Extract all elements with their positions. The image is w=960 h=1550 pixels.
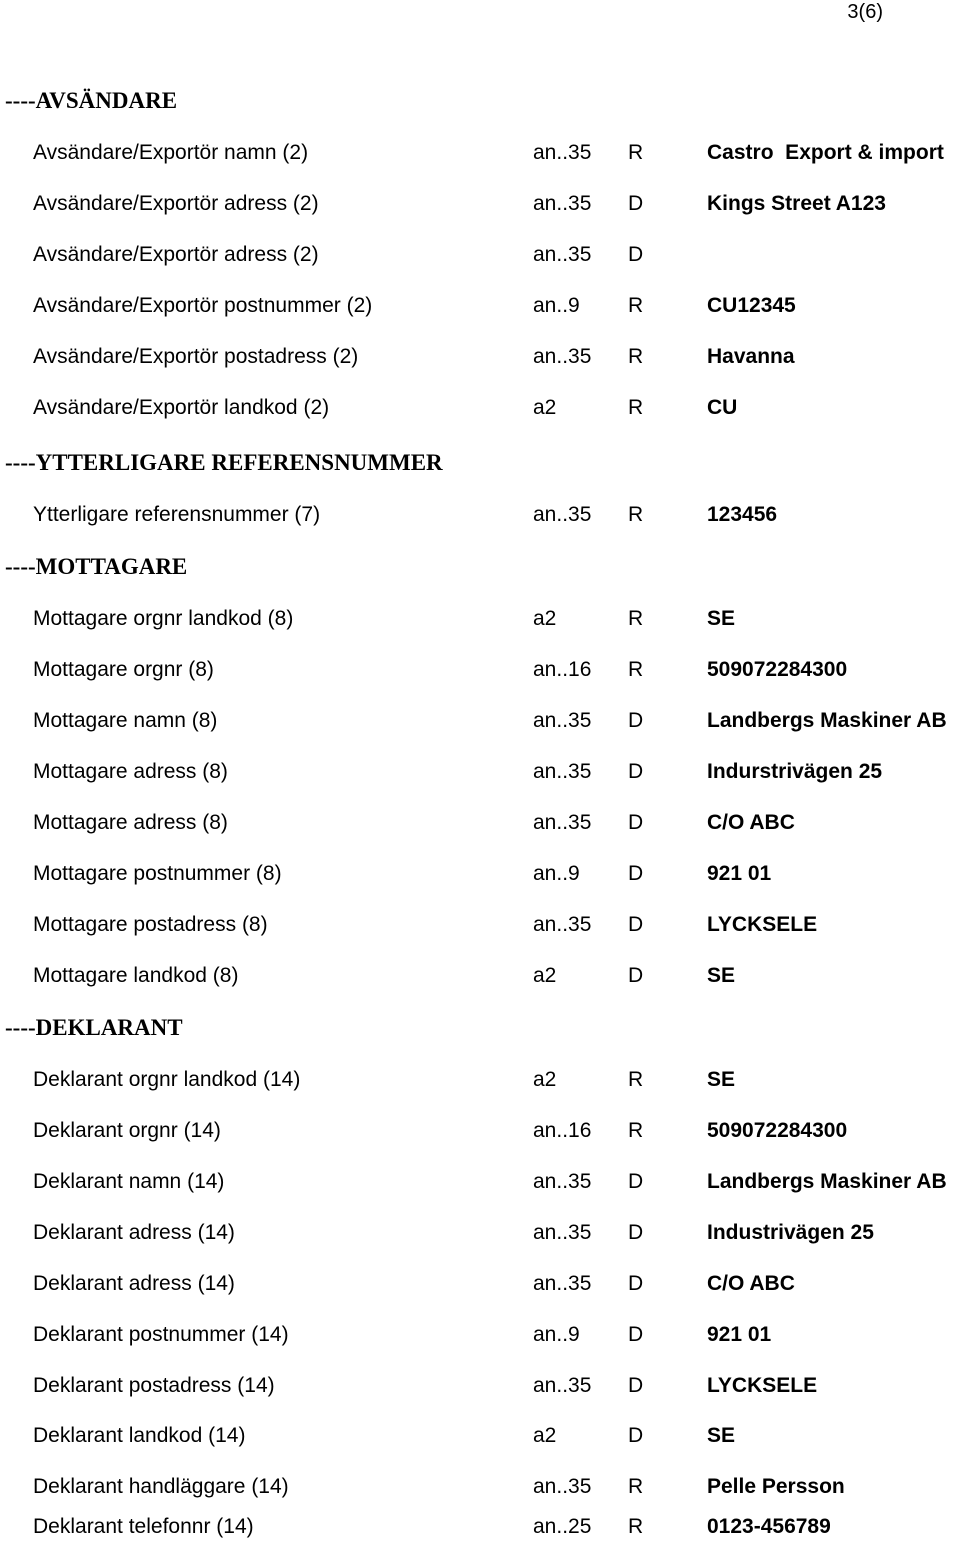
field-value: 921 01: [707, 1323, 772, 1346]
field-format: an..35: [533, 345, 592, 368]
section-title-avsandare: ----AVSÄNDARE: [5, 88, 178, 113]
field-row: [0, 709, 960, 739]
field-format: an..35: [533, 1475, 592, 1498]
field-status: R: [628, 396, 644, 419]
field-status: D: [628, 243, 644, 266]
field-value: CU12345: [707, 294, 796, 317]
field-format: an..35: [533, 1221, 592, 1244]
field-status: D: [628, 1272, 644, 1295]
field-row: [0, 658, 960, 688]
field-value: Landbergs Maskiner AB: [707, 709, 947, 732]
field-row: [0, 1272, 960, 1302]
section-title-mottagare: ----MOTTAGARE: [5, 554, 188, 579]
field-status: R: [628, 607, 644, 630]
field-value: 921 01: [707, 862, 772, 885]
field-label: Avsändare/Exportör adress (2): [33, 192, 319, 215]
field-format: an..25: [533, 1515, 592, 1538]
field-row: [0, 1170, 960, 1200]
field-row: [0, 1374, 960, 1404]
field-label: Deklarant adress (14): [33, 1221, 235, 1244]
field-row: [0, 862, 960, 892]
field-status: D: [628, 862, 644, 885]
field-value: 509072284300: [707, 658, 848, 681]
field-status: D: [628, 1374, 644, 1397]
field-value: C/O ABC: [707, 811, 795, 834]
field-format: an..35: [533, 1374, 592, 1397]
field-label: Deklarant postadress (14): [33, 1374, 275, 1397]
field-row: [0, 760, 960, 790]
field-row: [0, 396, 960, 426]
field-format: an..9: [533, 294, 580, 317]
field-row: [0, 1068, 960, 1098]
field-label: Deklarant landkod (14): [33, 1424, 246, 1447]
field-label: Deklarant orgnr landkod (14): [33, 1068, 301, 1091]
field-status: D: [628, 913, 644, 936]
field-status: D: [628, 1424, 644, 1447]
field-label: Deklarant handläggare (14): [33, 1475, 289, 1498]
field-label: Mottagare adress (8): [33, 760, 228, 783]
field-value: LYCKSELE: [707, 1374, 818, 1397]
field-row: [0, 1323, 960, 1353]
field-format: an..35: [533, 243, 592, 266]
field-format: an..35: [533, 811, 592, 834]
field-status: R: [628, 345, 644, 368]
field-row: [0, 503, 960, 533]
field-row: [0, 1424, 960, 1454]
field-format: a2: [533, 396, 557, 419]
field-row: [0, 1119, 960, 1149]
field-row: [0, 294, 960, 324]
field-label: Deklarant adress (14): [33, 1272, 235, 1295]
field-row: [0, 811, 960, 841]
field-status: R: [628, 141, 644, 164]
field-value: SE: [707, 1424, 736, 1447]
field-format: an..9: [533, 862, 580, 885]
field-row: [0, 1221, 960, 1251]
field-row: [0, 1515, 960, 1545]
field-value: SE: [707, 964, 736, 987]
field-value: Pelle Persson: [707, 1475, 845, 1498]
field-label: Mottagare postadress (8): [33, 913, 268, 936]
field-format: an..35: [533, 141, 592, 164]
field-status: D: [628, 1323, 644, 1346]
field-label: Ytterligare referensnummer (7): [33, 503, 321, 526]
section-title-deklarant: ----DEKLARANT: [5, 1015, 183, 1040]
field-format: a2: [533, 964, 557, 987]
field-value: SE: [707, 1068, 736, 1091]
field-value: Landbergs Maskiner AB: [707, 1170, 947, 1193]
field-value: Industrivägen 25: [707, 1221, 874, 1244]
field-value: C/O ABC: [707, 1272, 795, 1295]
field-value: Havanna: [707, 345, 795, 368]
field-status: R: [628, 294, 644, 317]
field-value: Castro Export & import: [707, 141, 944, 164]
field-status: R: [628, 658, 644, 681]
field-label: Mottagare orgnr landkod (8): [33, 607, 294, 630]
field-status: D: [628, 760, 644, 783]
field-status: D: [628, 1170, 644, 1193]
field-label: Deklarant orgnr (14): [33, 1119, 221, 1142]
field-format: a2: [533, 607, 557, 630]
field-row: [0, 913, 960, 943]
field-label: Mottagare adress (8): [33, 811, 228, 834]
field-format: an..35: [533, 1170, 592, 1193]
field-label: Avsändare/Exportör postnummer (2): [33, 294, 373, 317]
field-status: D: [628, 709, 644, 732]
field-status: D: [628, 192, 644, 215]
field-format: a2: [533, 1068, 557, 1091]
field-value: LYCKSELE: [707, 913, 818, 936]
field-format: a2: [533, 1424, 557, 1447]
field-format: an..35: [533, 503, 592, 526]
field-format: an..16: [533, 658, 592, 681]
field-value: 123456: [707, 503, 778, 526]
field-format: an..35: [533, 709, 592, 732]
field-value: Kings Street A123: [707, 192, 886, 215]
field-row: [0, 1475, 960, 1505]
field-value: 509072284300: [707, 1119, 848, 1142]
field-label: Mottagare landkod (8): [33, 964, 239, 987]
field-format: an..35: [533, 1272, 592, 1295]
field-label: Mottagare orgnr (8): [33, 658, 214, 681]
field-status: R: [628, 1515, 644, 1538]
field-row: [0, 141, 960, 171]
field-label: Deklarant postnummer (14): [33, 1323, 289, 1346]
field-label: Avsändare/Exportör adress (2): [33, 243, 319, 266]
field-status: R: [628, 1475, 644, 1498]
field-row: [0, 243, 960, 273]
field-row: [0, 192, 960, 222]
field-format: an..9: [533, 1323, 580, 1346]
field-row: [0, 607, 960, 637]
field-status: D: [628, 1221, 644, 1244]
field-value: SE: [707, 607, 736, 630]
section-title-ytterligare-referensnummer: ----YTTERLIGARE REFERENSNUMMER: [5, 450, 443, 475]
field-label: Avsändare/Exportör landkod (2): [33, 396, 330, 419]
field-status: R: [628, 503, 644, 526]
field-label: Deklarant namn (14): [33, 1170, 225, 1193]
field-value: CU: [707, 396, 738, 419]
field-label: Deklarant telefonnr (14): [33, 1515, 254, 1538]
field-format: an..16: [533, 1119, 592, 1142]
field-label: Avsändare/Exportör namn (2): [33, 141, 309, 164]
field-row: [0, 345, 960, 375]
field-format: an..35: [533, 760, 592, 783]
field-status: R: [628, 1119, 644, 1142]
field-format: an..35: [533, 192, 592, 215]
field-status: D: [628, 964, 644, 987]
field-label: Mottagare namn (8): [33, 709, 218, 732]
field-label: Avsändare/Exportör postadress (2): [33, 345, 359, 368]
field-row: [0, 964, 960, 994]
field-format: an..35: [533, 913, 592, 936]
field-value: 0123-456789: [707, 1515, 831, 1538]
field-label: Mottagare postnummer (8): [33, 862, 282, 885]
field-status: R: [628, 1068, 644, 1091]
field-status: D: [628, 811, 644, 834]
page-number: 3(6): [847, 1, 883, 23]
field-value: Indurstrivägen 25: [707, 760, 883, 783]
